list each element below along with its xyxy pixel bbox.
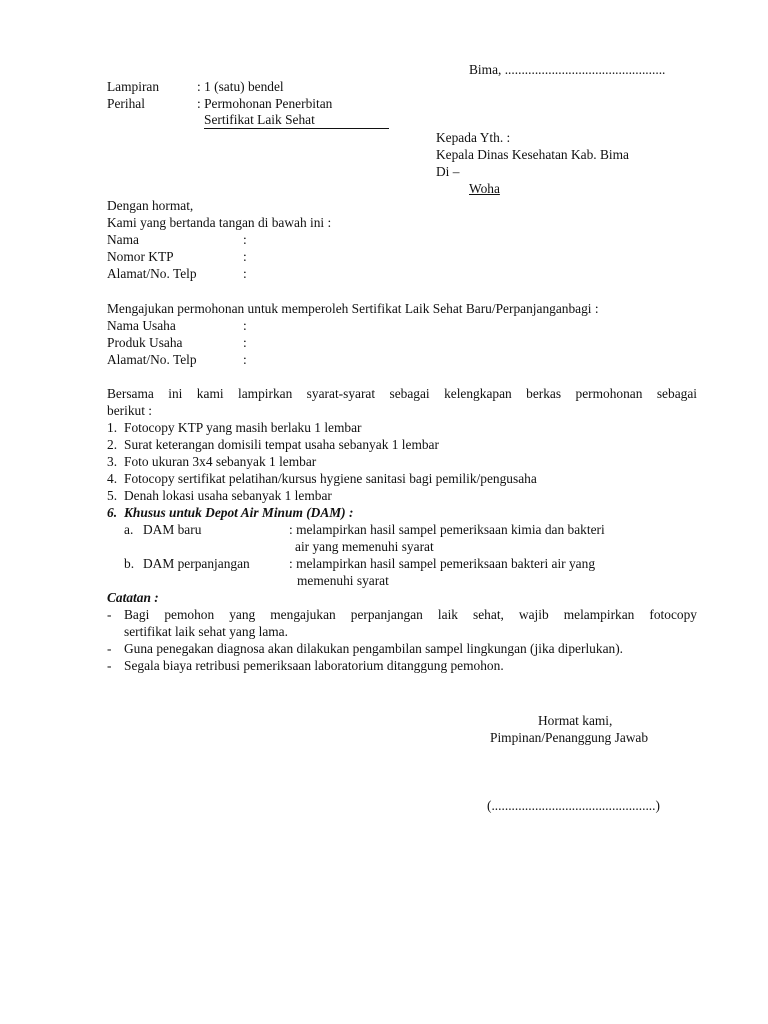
field-label: Nama Usaha: [107, 318, 176, 333]
field-label: Alamat/No. Telp: [107, 352, 197, 367]
note-item: [107, 606, 697, 623]
signature-placeholder: (.................................................): [487, 798, 660, 813]
dam-item-a: [124, 521, 605, 538]
note-item: [107, 657, 504, 674]
field-sep: :: [243, 352, 247, 367]
notes-title: Catatan :: [107, 590, 159, 605]
dam-item-a-cont: air yang memenuhi syarat: [295, 539, 434, 554]
requirement-item: [107, 419, 362, 436]
note-text: Segala biaya retribusi pemeriksaan laboratorium ditanggung pemohon.: [124, 658, 504, 673]
requirement-num: 2.: [107, 437, 118, 452]
dam-text: : melampirkan hasil sampel pemeriksaan kimia dan bakteri: [289, 522, 605, 537]
field-nama: [107, 231, 247, 248]
field-sep: :: [243, 335, 247, 350]
field-sep: :: [243, 232, 247, 247]
note-text: Bagi pemohon yang mengajukan perpanjangan laik sehat, wajib melampirkan fotocopy: [124, 607, 697, 622]
requirement-text: Fotocopy KTP yang masih berlaku 1 lembar: [124, 420, 362, 435]
requirement-num: 1.: [107, 420, 118, 435]
field-alamat: [107, 265, 247, 282]
dam-text: : melampirkan hasil sampel pemeriksaan bakteri air yang: [289, 556, 596, 571]
dam-item-b: [124, 555, 595, 572]
requirement-item: [107, 470, 537, 487]
perihal-label: Perihal: [107, 96, 145, 111]
request-text: Mengajukan permohonan untuk memperoleh Sertifikat Laik Sehat Baru/Perpanjanganbagi :: [107, 301, 599, 316]
recipient-line1: Kepada Yth. :: [436, 130, 511, 145]
lampiran-label: Lampiran: [107, 79, 160, 94]
greeting: Dengan hormat,: [107, 198, 194, 213]
perihal-subject-text: Sertifikat Laik Sehat: [204, 112, 315, 127]
lampiran-row: [107, 78, 284, 95]
intro: Kami yang bertanda tangan di bawah ini :: [107, 215, 332, 230]
requirement-item: [107, 487, 332, 504]
note-item-cont: sertifikat laik sehat yang lama.: [124, 624, 288, 639]
dam-letter: b.: [124, 556, 135, 571]
note-dash: -: [107, 607, 112, 622]
field-sep: :: [243, 266, 247, 281]
field-label: Nomor KTP: [107, 249, 174, 264]
perihal-value: : Permohonan Penerbitan: [197, 96, 333, 111]
requirement-text: Denah lokasi usaha sebanyak 1 lembar: [124, 488, 332, 503]
note-text: Guna penegakan diagnosa akan dilakukan pengambilan sampel lingkungan (jika diperlukan).: [124, 641, 624, 656]
attachment-intro-cont: berikut :: [107, 403, 152, 418]
requirement-text: Khusus untuk Depot Air Minum (DAM) :: [124, 505, 354, 520]
requirement-num: 6.: [107, 505, 118, 520]
dam-item-b-cont: memenuhi syarat: [297, 573, 389, 588]
recipient-line4: Woha: [469, 181, 500, 196]
field-label: Produk Usaha: [107, 335, 183, 350]
lampiran-value: : 1 (satu) bendel: [197, 79, 284, 94]
requirement-item-dam: [107, 504, 353, 521]
note-dash: -: [107, 641, 112, 656]
field-nama-usaha: [107, 317, 247, 334]
field-ktp: [107, 248, 247, 265]
field-alamat-usaha: [107, 351, 247, 368]
field-sep: :: [243, 318, 247, 333]
recipient-line3: Di –: [436, 164, 460, 179]
perihal-row: [107, 95, 332, 112]
note-item: [107, 640, 623, 657]
requirement-text: Surat keterangan domisili tempat usaha sebanyak 1 lembar: [124, 437, 439, 452]
requirement-num: 4.: [107, 471, 118, 486]
field-produk-usaha: [107, 334, 247, 351]
requirement-num: 5.: [107, 488, 118, 503]
place-date: Bima, ................................................: [469, 62, 666, 77]
perihal-subject: [204, 112, 389, 129]
attachment-intro: Bersama ini kami lampirkan syarat-syarat sebagai kelengkapan berkas permohonan sebagai: [107, 386, 697, 401]
requirement-item: [107, 436, 439, 453]
field-label: Nama: [107, 232, 139, 247]
requirement-text: Fotocopy sertifikat pelatihan/kursus hygiene sanitasi bagi pemilik/pengusaha: [124, 471, 537, 486]
closing-role: Pimpinan/Penanggung Jawab: [490, 730, 649, 745]
requirement-item: [107, 453, 316, 470]
field-sep: :: [243, 249, 247, 264]
note-dash: -: [107, 658, 112, 673]
field-label: Alamat/No. Telp: [107, 266, 197, 281]
closing-regards: Hormat kami,: [538, 713, 613, 728]
requirement-num: 3.: [107, 454, 118, 469]
dam-label: DAM perpanjangan: [143, 556, 250, 571]
requirement-text: Foto ukuran 3x4 sebanyak 1 lembar: [124, 454, 317, 469]
dam-letter: a.: [124, 522, 134, 537]
dam-label: DAM baru: [143, 522, 202, 537]
recipient-line2: Kepala Dinas Kesehatan Kab. Bima: [436, 147, 629, 162]
